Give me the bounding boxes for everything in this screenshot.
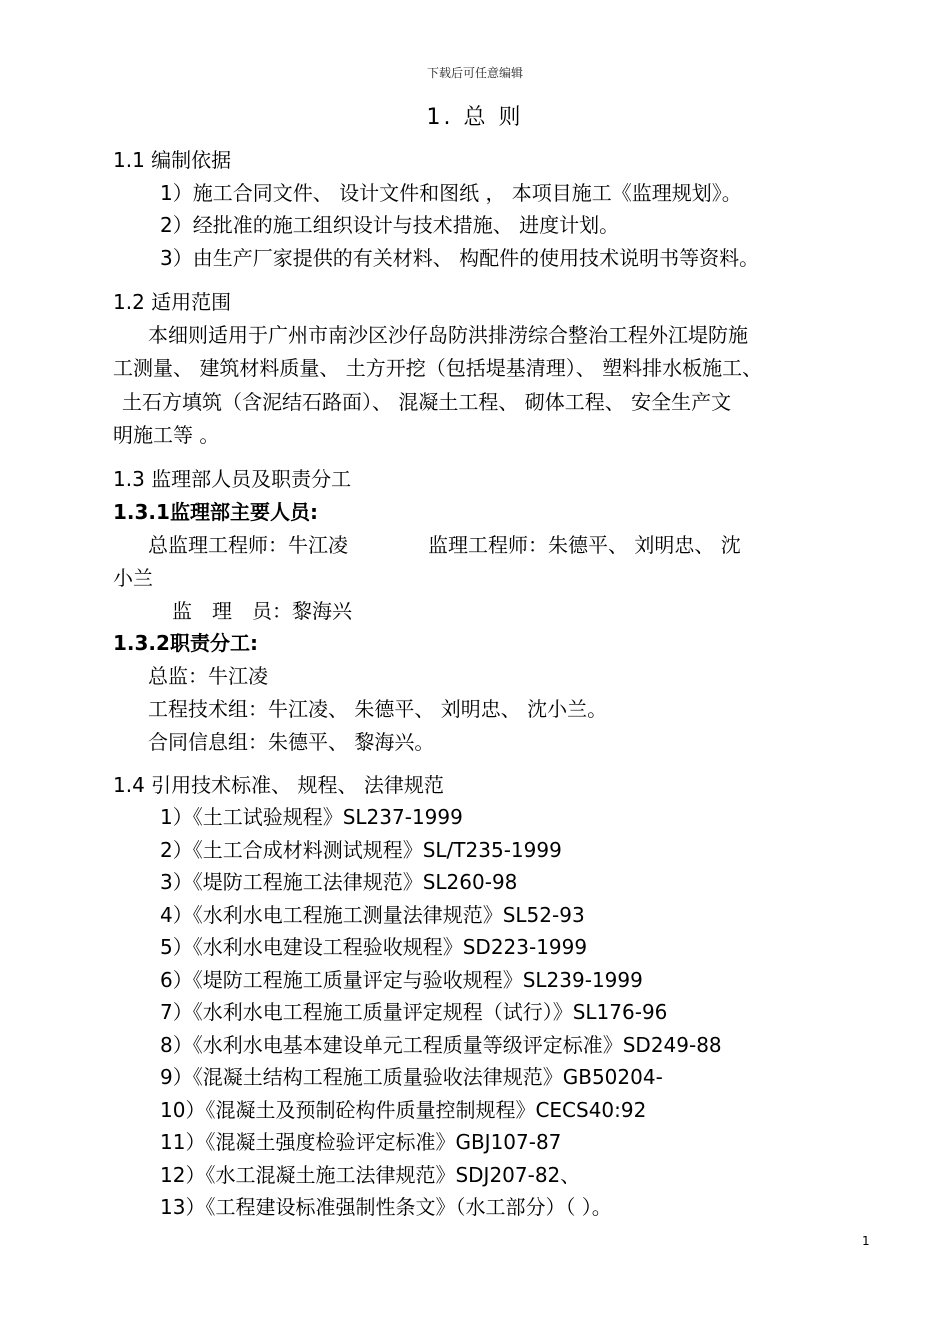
- staff-line-1: 总监理工程师：牛江凌 监理工程师：朱德平、 刘明忠、 沈: [148, 533, 741, 557]
- duty-line-2: 工程技术组：牛江凌、 朱德平、 刘明忠、 沈小兰。: [148, 697, 608, 721]
- duty-line-1: 总监：牛江凌: [148, 664, 268, 688]
- standard-item-2: 2）《土工合成材料测试规程》SL/T235-1999: [160, 838, 562, 862]
- page-number: 1: [862, 1234, 870, 1248]
- standard-item-7: 7）《水利水电工程施工质量评定规程（试行）》SL176-96: [160, 1000, 668, 1024]
- standard-item-5: 5）《水利水电建设工程验收规程》SD223-1999: [160, 935, 588, 959]
- subsection-heading-1-3-1: 1.3.1监理部主要人员:: [113, 500, 318, 524]
- basis-item-3: 3）由生产厂家提供的有关材料、 构配件的使用技术说明书等资料。: [160, 246, 760, 270]
- standard-item-4: 4）《水利水电工程施工测量法律规范》SL52-93: [160, 903, 585, 927]
- scope-line-1: 本细则适用于广州市南沙区沙仔岛防洪排涝综合整治工程外江堤防施: [148, 323, 748, 347]
- standard-item-3: 3）《堤防工程施工法律规范》SL260-98: [160, 870, 518, 894]
- standard-item-8: 8）《水利水电基本建设单元工程质量等级评定标准》SD249-88: [160, 1033, 722, 1057]
- standard-item-1: 1）《土工试验规程》SL237-1999: [160, 805, 463, 829]
- section-heading-1-4: 1.4 引用技术标准、 规程、 法律规范: [113, 773, 444, 797]
- staff-line-2: 小兰: [113, 566, 153, 590]
- duty-line-3: 合同信息组：朱德平、 黎海兴。: [148, 730, 435, 754]
- standard-item-13: 13）《工程建设标准强制性条文》（水工部分）（ ）。: [160, 1195, 612, 1219]
- standard-item-12: 12）《水工混凝土施工法律规范》SDJ207-82、: [160, 1163, 581, 1187]
- scope-line-3: 土石方填筑（含泥结石路面）、 混凝土工程、 砌体工程、 安全生产文: [122, 390, 732, 414]
- chapter-title: 1. 总 则: [426, 105, 524, 130]
- scope-line-4: 明施工等 。: [113, 423, 220, 447]
- standard-item-6: 6）《堤防工程施工质量评定与验收规程》SL239-1999: [160, 968, 643, 992]
- section-heading-1-2: 1.2 适用范围: [113, 290, 232, 314]
- scope-line-2: 工测量、 建筑材料质量、 土方开挖（包括堤基清理）、 塑料排水板施工、: [113, 356, 763, 380]
- page-header: 下载后可任意编辑: [426, 66, 523, 80]
- basis-item-2: 2）经批准的施工组织设计与技术措施、 进度计划。: [160, 213, 620, 237]
- basis-item-1: 1）施工合同文件、 设计文件和图纸 ， 本项目施工《监理规划》。: [160, 181, 742, 205]
- staff-line-3: 监 理 员：黎海兴: [172, 599, 352, 623]
- standard-item-10: 10）《混凝土及预制砼构件质量控制规程》CECS40:92: [160, 1098, 647, 1122]
- section-heading-1-1: 1.1 编制依据: [113, 148, 232, 172]
- section-heading-1-3: 1.3 监理部人员及职责分工: [113, 467, 352, 491]
- standard-item-11: 11）《混凝土强度检验评定标准》GBJ107-87: [160, 1130, 562, 1154]
- subsection-heading-1-3-2: 1.3.2职责分工:: [113, 631, 258, 655]
- standard-item-9: 9）《混凝土结构工程施工质量验收法律规范》GB50204-: [160, 1065, 663, 1089]
